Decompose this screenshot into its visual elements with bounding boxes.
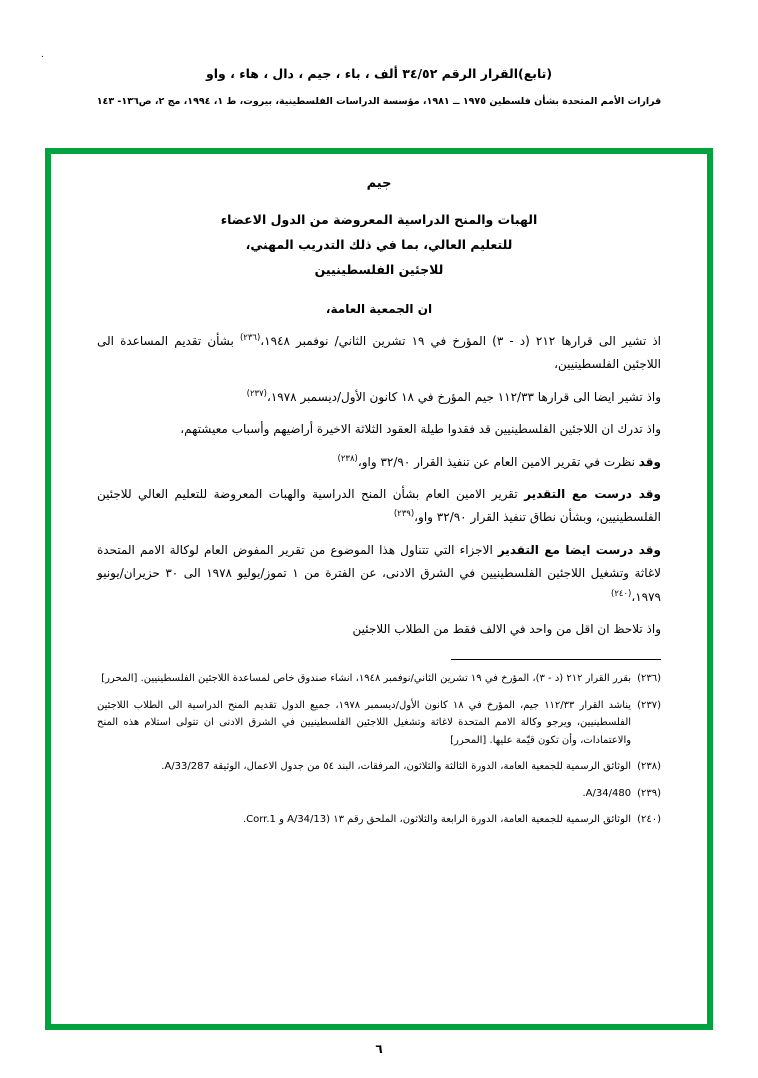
page-header xyxy=(0,0,758,109)
footnote-number: (٢٣٧) xyxy=(637,699,661,711)
document-title xyxy=(120,207,639,282)
footnote-divider xyxy=(451,659,661,660)
footnote-text: A/34/480. xyxy=(582,787,632,799)
document-title-line-3: للاجئين الفلسطينيين xyxy=(314,262,444,277)
paragraph-2-note-ref: (٢٣٧) xyxy=(246,388,267,399)
paragraph-4-lead: وقد xyxy=(638,454,661,469)
paragraph-2 xyxy=(97,386,661,409)
paragraph-3 xyxy=(97,418,661,441)
header-title: (تابع)القرار الرقم ٣٤/٥٢ ألف ، باء ، جيم ، دال ، هاء ، واو xyxy=(205,66,553,81)
footnote-number: (٢٤٠) xyxy=(637,814,661,826)
paragraph-4-note-ref: (٢٣٨) xyxy=(337,453,358,464)
paragraph-7 xyxy=(97,618,661,641)
footnote-number: (٢٣٦) xyxy=(637,673,661,685)
paragraph-6 xyxy=(97,539,661,609)
corner-mark: ٠ xyxy=(40,52,45,62)
preamble-line: ان الجمعية العامة، xyxy=(325,302,433,316)
paragraph-1 xyxy=(97,330,661,377)
footnote-text: الوثائق الرسمية للجمعية العامة، الدورة الثالثة والثلاثون، المرفقات، البند ٥٤ من جدول الاعمال، الوثيقة A/33/287. xyxy=(161,761,632,773)
paragraph-5-lead: وقد درست مع التقدير xyxy=(524,486,661,501)
footnote-item xyxy=(97,697,661,750)
document-title-line-1: الهبات والمنح الدراسية المعروضة من الدول الاعضاء xyxy=(220,212,538,227)
paragraph-5-text: تقرير الامين العام بشأن المنح الدراسية والهبات المعروضة للتعليم العالي للاجئين الفلسطينيين، وبشأن نطاق تنفيذ القرار ٣٢/٩٠ واو، xyxy=(97,486,661,525)
footnote-item xyxy=(97,811,661,829)
paragraph-3-text: واذ تدرك ان اللاجئين الفلسطينيين قد فقدوا طيلة العقود الثلاثة الاخيرة أراضيهم وأسباب معيشتهم، xyxy=(180,422,661,437)
paragraph-1-note-ref: (٢٣٦) xyxy=(239,333,261,343)
paragraph-6-note-ref: (٢٤٠) xyxy=(610,588,632,599)
footnote-text: الوثائق الرسمية للجمعية العامة، الدورة الرابعة والثلاثون، الملحق رقم ١٣ (A/34/13 و Corr.1. xyxy=(242,814,632,826)
footnote-number: (٢٣٩) xyxy=(637,787,661,799)
footnote-item xyxy=(97,785,661,803)
paragraph-7-text: واذ تلاحظ ان اقل من واحد في الالف فقط من الطلاب اللاجئين xyxy=(352,621,661,636)
footnote-text: بقرر القرار ٢١٢ (د - ٣)، المؤرخ في ١٩ تشرين الثاني/نوفمبر ١٩٤٨، انشاء صندوق خاص لمساعدة اللاجئين الفلسطينيين. [المحرر] xyxy=(101,673,632,685)
footnote-item xyxy=(97,670,661,688)
paragraph-5 xyxy=(97,483,661,530)
header-source: قرارات الأمم المتحدة بشأن فلسطين ١٩٧٥ ــ ١٩٨١، مؤسسة الدراسات الفلسطينية، بيروت، ط ١، ١٩٩٤، مج ٢، ص١٣٦- ١٤٣ xyxy=(96,96,662,107)
footnotes-list xyxy=(97,670,661,829)
paragraph-5-note-ref: (٢٣٩) xyxy=(393,509,415,520)
footnote-text: يناشد القرار ١١٢/٣٣ جيم، المؤرخ في ١٨ كانون الأول/ديسمبر ١٩٧٨، جميع الدول تقديم المنح الدراسية الى الطلاب اللاجئين الفلسطينيين، ويرجو وكالة الامم المتحدة لاغاثة وتشغيل اللاجئين الفلسطينيين في الشرق الادنى ان تتولى استلام هذه المنح والاعتمادات، وأن تكون قيّمة عليها. [المحرر] xyxy=(97,699,632,746)
section-letter: جيم xyxy=(366,176,392,191)
paragraph-1-text: اذ تشير الى قرارها ٢١٢ (د - ٣) المؤرخ في ١٩ تشرين الثاني/ نوفمبر ١٩٤٨، xyxy=(260,334,662,348)
green-bordered-frame xyxy=(45,148,713,1030)
paragraph-1-tail: بشأن تقديم المساعدة الى اللاجئين الفلسطينيين، xyxy=(97,334,661,372)
paragraph-6-text: الاجزاء التي تتناول هذا الموضوع من تقرير المفوض العام لوكالة الامم المتحدة لاغاثة وتشغيل اللاجئين الفلسطينيين في الشرق الادنى، عن الفترة من ١ تموز/يوليو ١٩٧٨ الى ٣٠ حزيران/يونيو ١٩٧٩، xyxy=(97,542,661,604)
paragraph-6-lead: وقد درست ايضا مع التقدير xyxy=(497,542,661,557)
paragraph-4-text: نظرت في تقرير الامين العام عن تنفيذ القرار ٣٢/٩٠ واو، xyxy=(357,454,639,469)
page-number: ٦ xyxy=(375,1042,383,1056)
footnote-item xyxy=(97,758,661,776)
footnote-number: (٢٣٨) xyxy=(637,761,661,773)
paragraph-2-text: واذ تشير ايضا الى قرارها ١١٢/٣٣ جيم المؤرخ في ١٨ كانون الأول/ديسمبر ١٩٧٨، xyxy=(266,389,661,404)
paragraph-4 xyxy=(97,451,661,474)
document-title-line-2: للتعليم العالي، بما في ذلك التدريب المهني، xyxy=(245,237,513,252)
